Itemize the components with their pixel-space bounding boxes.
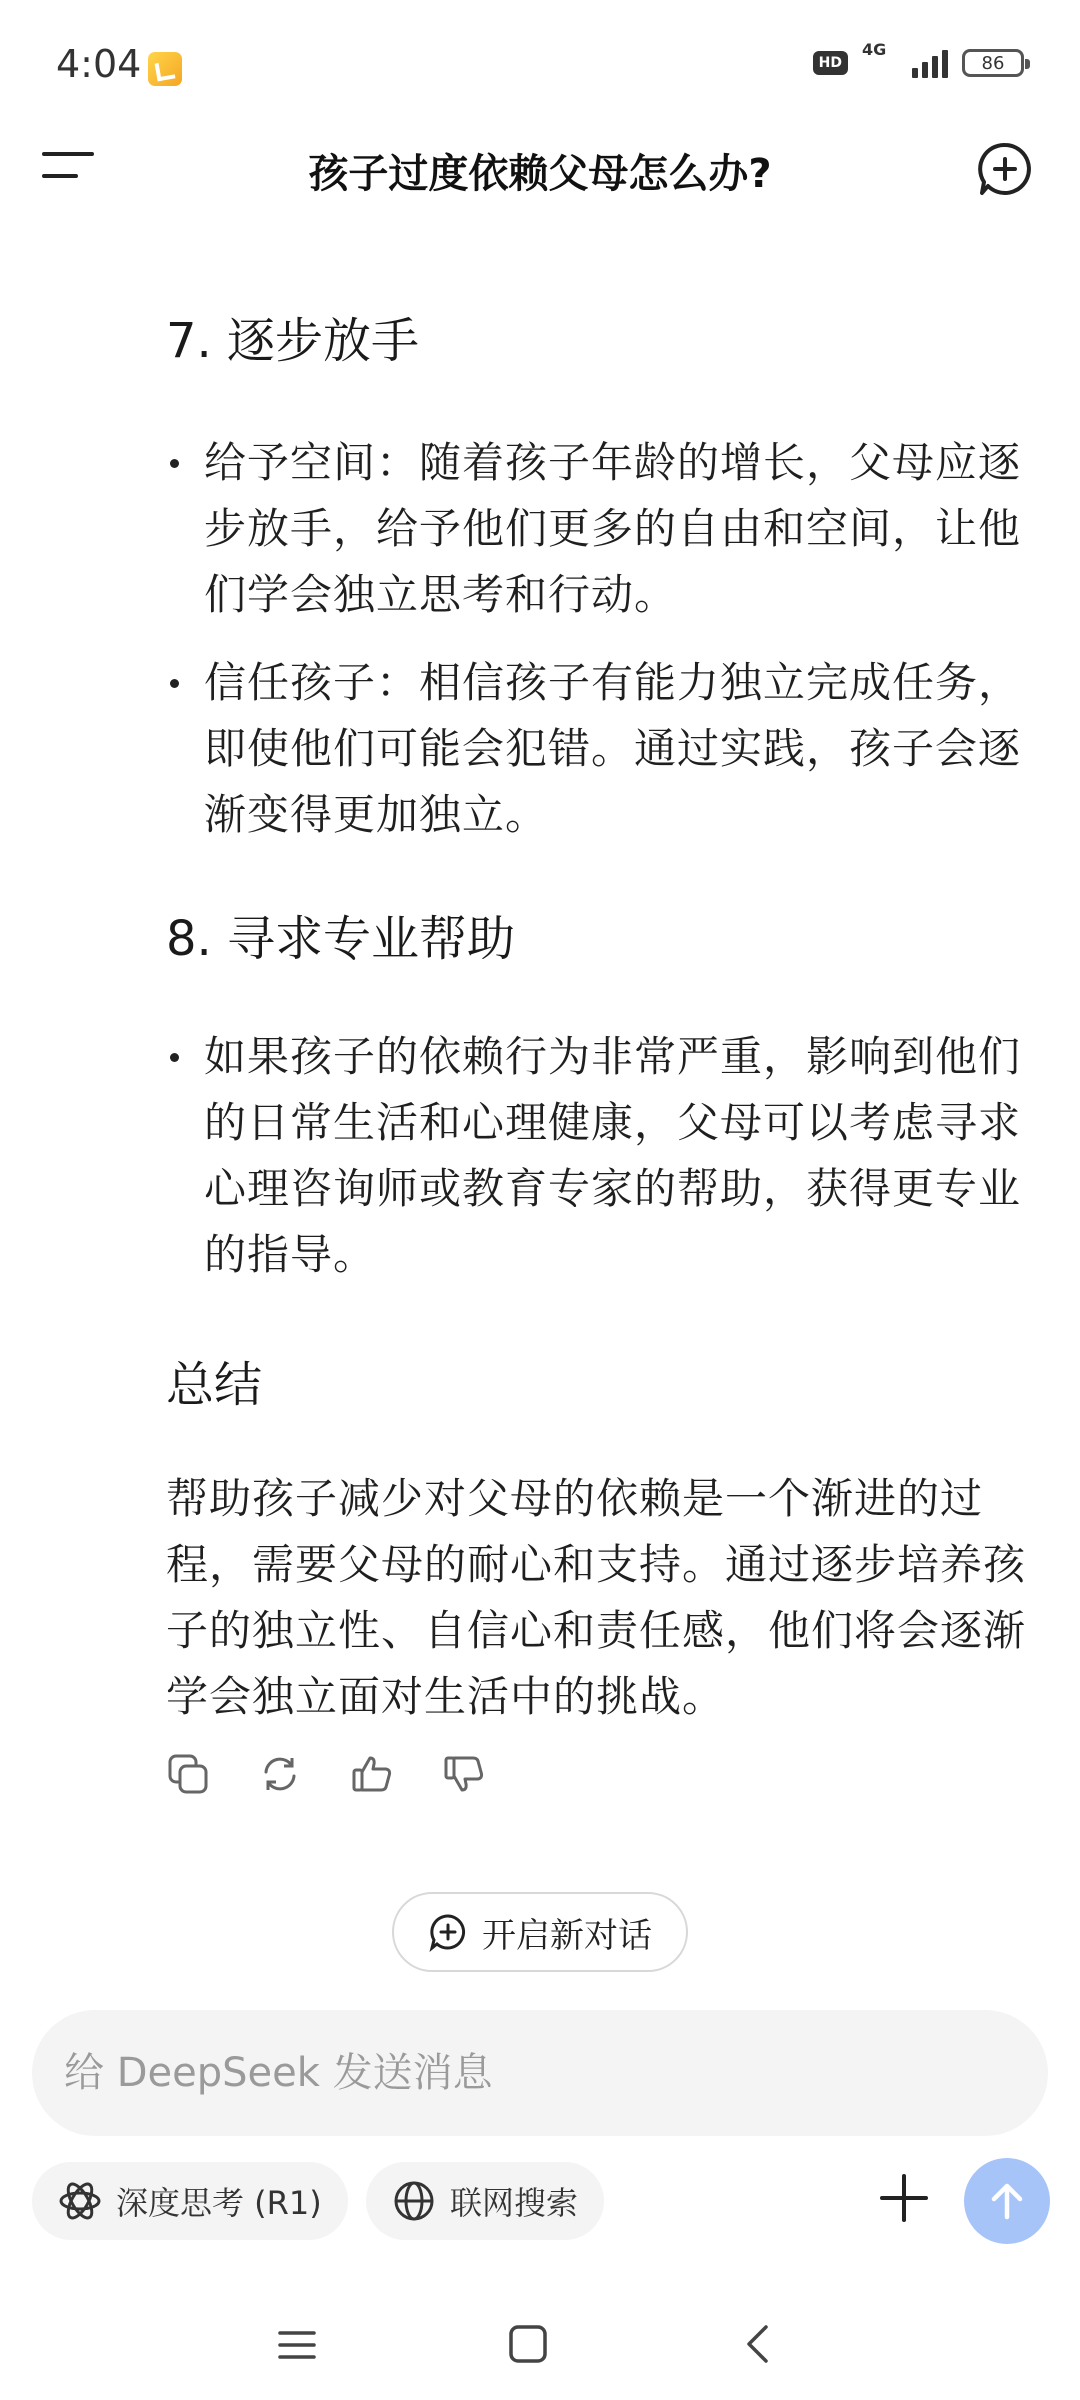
notes-notification-icon [148, 52, 182, 86]
summary-paragraph: 帮助孩子减少对父母的依赖是一个渐进的过程，需要父母的耐心和支持。通过逐步培养孩子的独立性、自信心和责任感，他们将会逐渐学会独立面对生活中的挑战。 [166, 1474, 1027, 1721]
system-nav-bar [0, 2300, 1080, 2400]
new-chat-bubble-icon [428, 1912, 468, 1952]
message-actions [166, 1752, 486, 1796]
hd-badge: HD [813, 51, 848, 75]
section-8-heading: 8. 寻求专业帮助 [166, 911, 516, 967]
conversation-title: 孩子过度依赖父母怎么办? [308, 151, 772, 197]
deep-think-label: 深度思考 (R1) [116, 2184, 322, 2222]
deep-think-toggle[interactable] [32, 2162, 348, 2240]
back-icon[interactable] [740, 2322, 774, 2366]
thumbs-down-icon[interactable] [442, 1752, 486, 1796]
section-8-list [166, 1024, 1046, 1310]
message-input[interactable] [32, 2010, 1048, 2136]
arrow-up-icon [985, 2179, 1029, 2223]
thumbs-up-icon[interactable] [350, 1752, 394, 1796]
list-item: 信任孩子：相信孩子有能力独立完成任务，即使他们可能会犯错。通过实践，孩子会逐渐变得更加独立。 [166, 650, 1046, 848]
send-button[interactable] [964, 2158, 1050, 2244]
network-type-icon [862, 40, 898, 78]
status-time: 4:04 [56, 42, 142, 86]
status-indicators [813, 40, 1024, 78]
atom-icon [58, 2179, 102, 2223]
section-7-heading: 7. 逐步放手 [166, 313, 420, 369]
list-item: 如果孩子的依赖行为非常严重，影响到他们的日常生活和心理健康，父母可以考虑寻求心理咨询师或教育专家的帮助，获得更专业的指导。 [166, 1024, 1046, 1288]
new-dialog-button[interactable] [392, 1892, 688, 1972]
attach-plus-icon[interactable] [876, 2170, 932, 2226]
signal-icon [912, 48, 948, 78]
battery-level: 86 [981, 52, 1005, 74]
section-7-list [166, 430, 1046, 870]
battery-icon [962, 49, 1024, 77]
network-type-label: 4G [862, 40, 887, 59]
copy-icon[interactable] [166, 1752, 210, 1796]
web-search-toggle[interactable] [366, 2162, 604, 2240]
home-icon[interactable] [506, 2322, 550, 2366]
recent-apps-icon[interactable] [276, 2324, 318, 2366]
globe-icon [392, 2179, 436, 2223]
regenerate-icon[interactable] [258, 1752, 302, 1796]
status-bar [0, 0, 1080, 140]
new-chat-icon[interactable] [976, 140, 1034, 198]
new-dialog-label: 开启新对话 [482, 1915, 652, 1956]
list-item: 给予空间：随着孩子年龄的增长，父母应逐步放手，给予他们更多的自由和空间，让他们学会独立思考和行动。 [166, 430, 1046, 628]
summary-heading: 总结 [166, 1357, 263, 1413]
web-search-label: 联网搜索 [450, 2184, 579, 2222]
